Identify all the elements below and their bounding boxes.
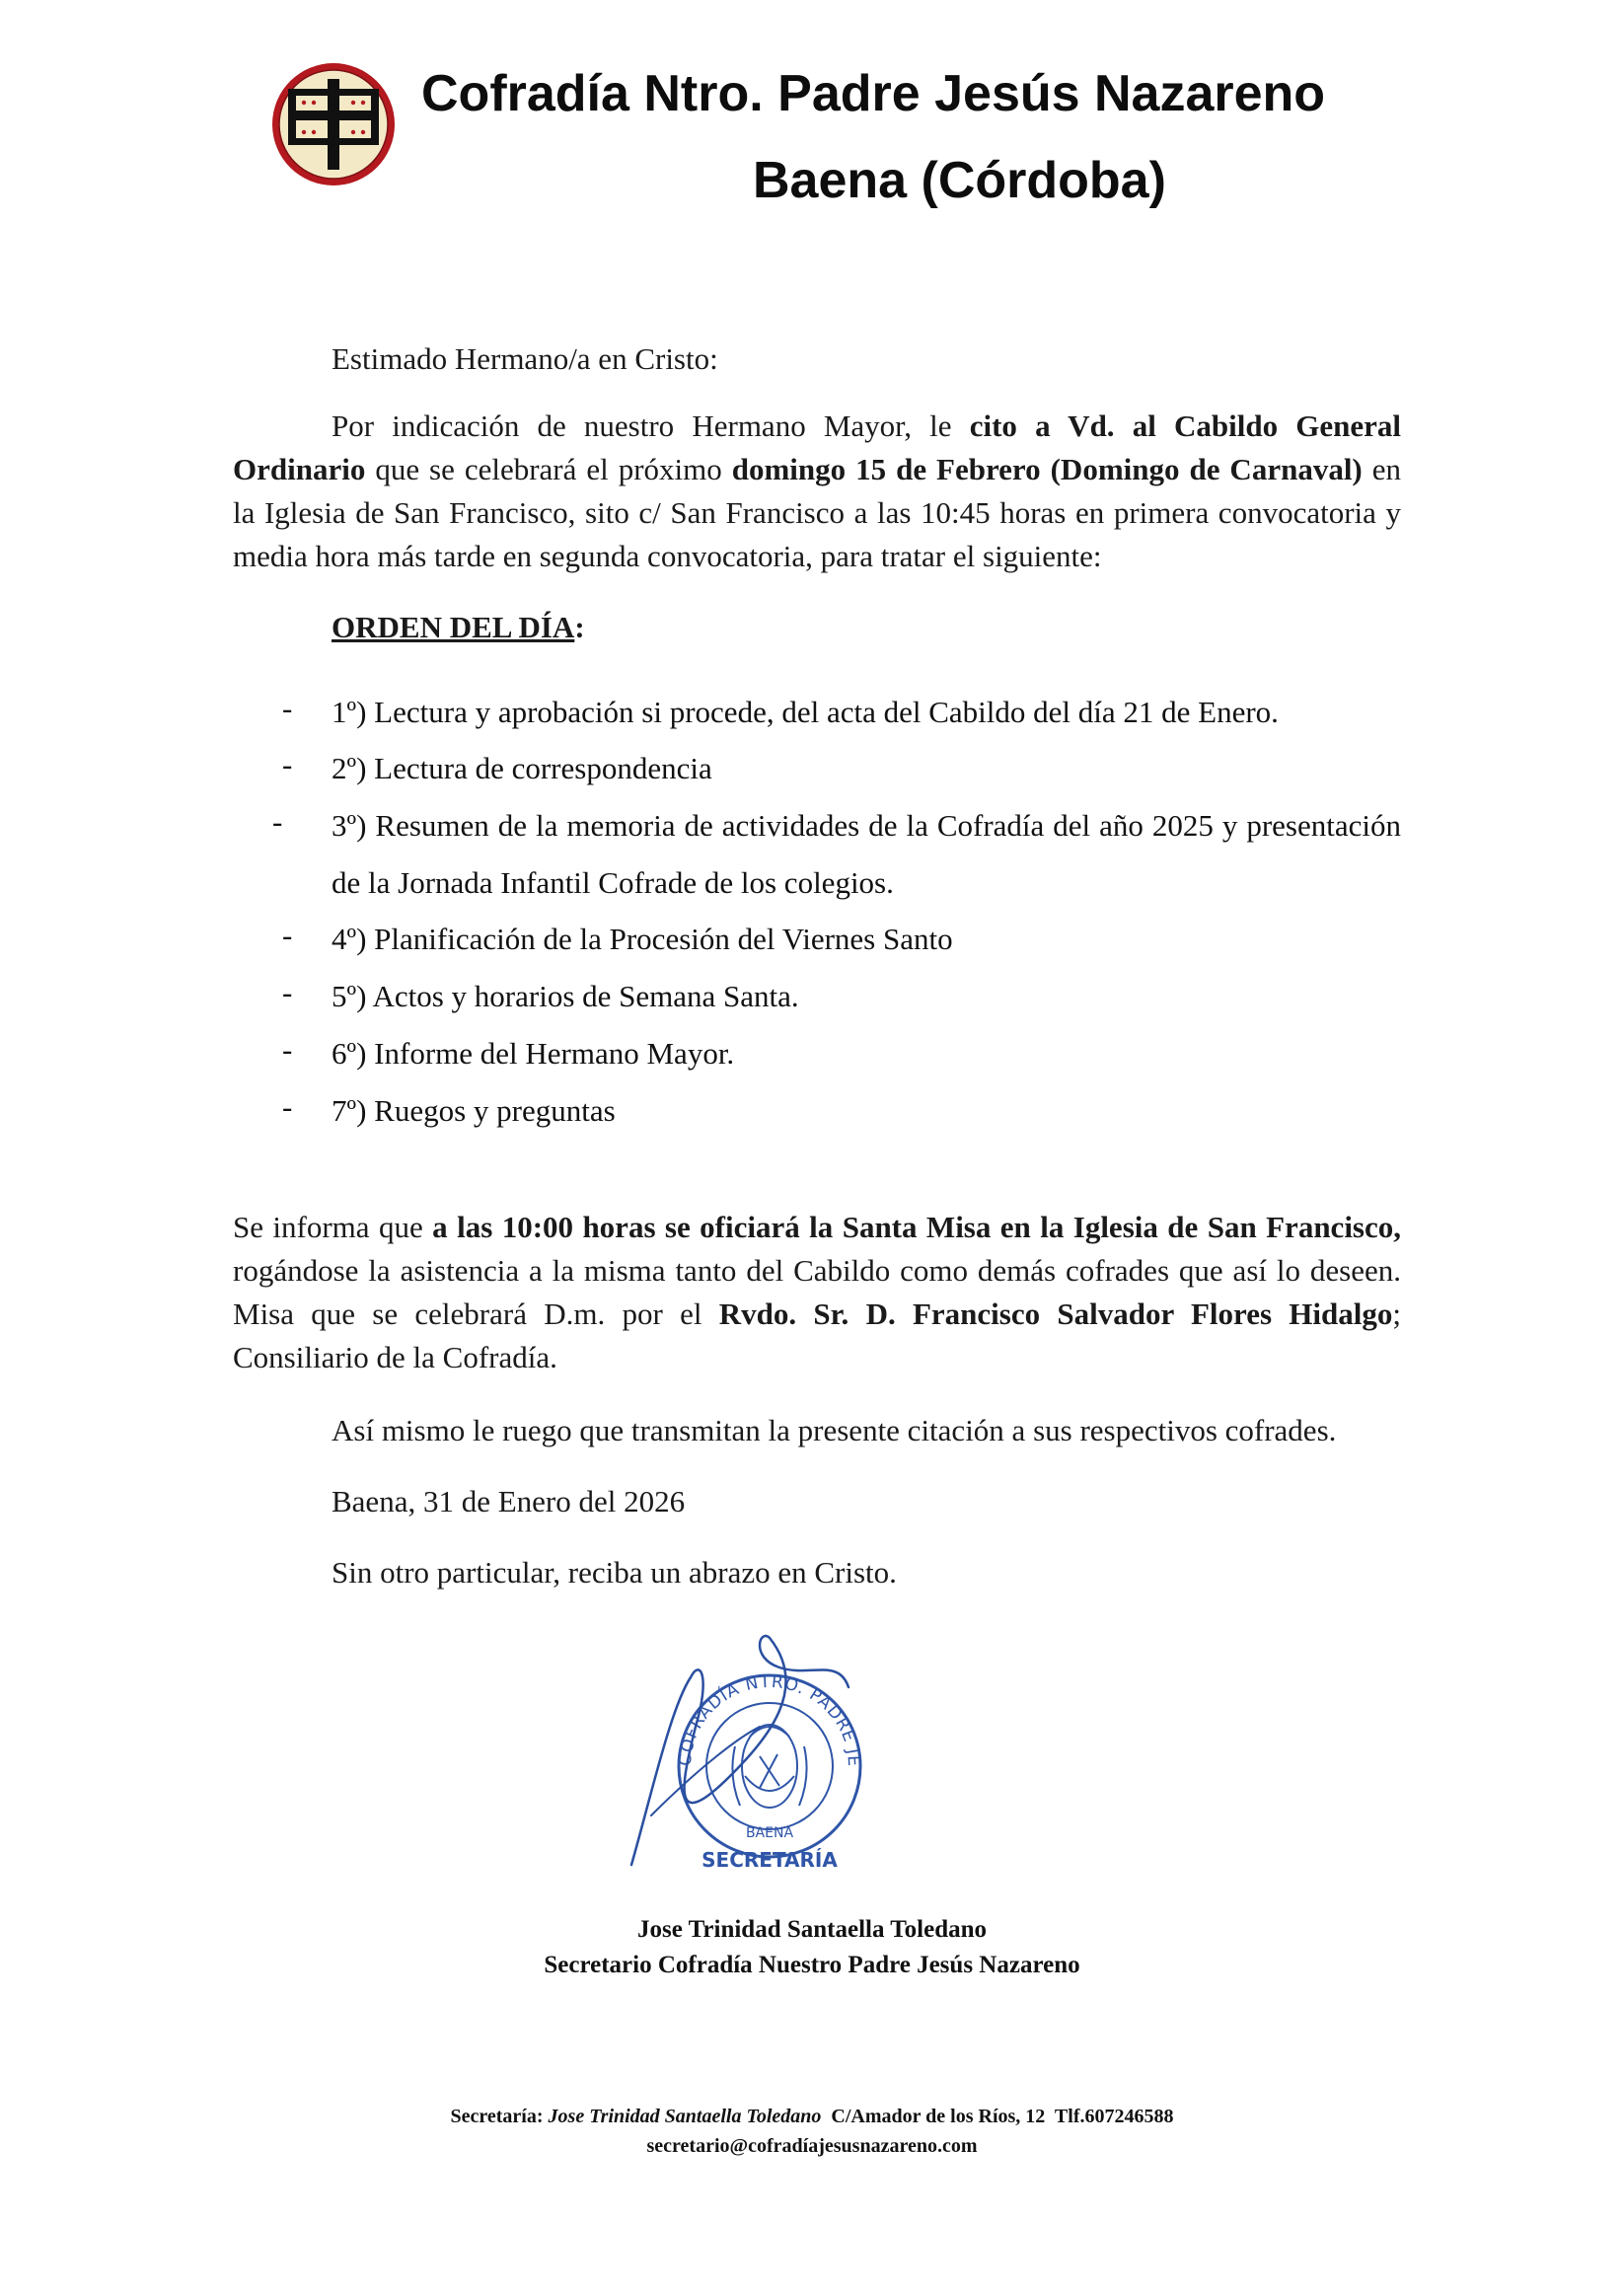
greeting: Estimado Hermano/a en Cristo: <box>332 341 718 376</box>
svg-text:BAENA: BAENA <box>745 1825 794 1841</box>
svg-text:COFRADÍA NTRO. PADRE JESÚS NAZ: COFRADÍA NTRO. PADRE JE <box>675 1671 864 1768</box>
paragraph-mass: Se informa que a las 10:00 horas se oficiará la Santa Misa en la Iglesia de San Francisco, rogándose la asistencia a la misma tanto del Cabildo como demás cofrades que así lo deseen. Misa que se celebrará D.m. por el Rvdo. Sr. D. Francisco Salvador Flores Hidalgo; Consiliario de la Cofradía. <box>233 1210 1402 1374</box>
list-dash: - <box>282 747 293 781</box>
secretaria-stamp <box>612 1618 908 1875</box>
footer-email: secretario@cofradíajesusnazareno.com <box>646 2135 978 2157</box>
list-dash: - <box>282 1089 293 1124</box>
agenda-item: 4º) Planificación de la Procesión del Viernes Santo <box>332 922 953 956</box>
agenda-item: 1º) Lectura y aprobación si procede, del acta del Cabildo del día 21 de Enero. <box>332 695 1279 729</box>
list-dash: - <box>272 804 283 839</box>
svg-text:SECRETARÍA: SECRETARÍA <box>701 1848 838 1872</box>
cofradia-logo <box>268 59 399 189</box>
list-dash: - <box>282 975 293 1009</box>
signature-name: Jose Trinidad Santaella Toledano <box>636 1916 988 1943</box>
agenda-item: 6º) Informe del Hermano Mayor. <box>332 1036 735 1071</box>
paragraph-convocation: Por indicación de nuestro Hermano Mayor, le cito a Vd. al Cabildo General Ordinario que se celebrará el próximo domingo 15 de Febrero (Domingo de Carnaval) en la Iglesia de San Francisco, sito c/ San Francisco a las 10:45 horas en primera convocatoria y media hora más tarde en segunda convocatoria, para tratar el siguiente: <box>233 408 1401 573</box>
agenda-item: 7º) Ruegos y preguntas <box>332 1093 616 1128</box>
agenda-item: 2º) Lectura de correspondencia <box>332 751 712 785</box>
header-title-line1: Cofradía Ntro. Padre Jesús Nazareno <box>421 65 1326 122</box>
paragraph-transmit: Así mismo le ruego que transmitan la presente citación a sus respectivos cofrades. <box>332 1413 1337 1447</box>
agenda-item: 3º) Resumen de la memoria de actividades de la Cofradía del año 2025 y presentación de la Jornada Infantil Cofrade de los colegios. <box>332 808 1401 900</box>
footer-contact: Secretaría: Jose Trinidad Santaella Toledano C/Amador de los Ríos, 12 Tlf.607246588 <box>450 2106 1174 2127</box>
list-dash: - <box>282 1032 293 1067</box>
header-title-line2: Baena (Córdoba) <box>753 152 1166 209</box>
list-dash: - <box>282 691 293 725</box>
closing-line: Sin otro particular, reciba un abrazo en Cristo. <box>332 1555 897 1590</box>
date-line: Baena, 31 de Enero del 2026 <box>332 1484 686 1518</box>
signature-role: Secretario Cofradía Nuestro Padre Jesús Nazareno <box>544 1952 1080 1978</box>
agenda-item: 5º) Actos y horarios de Semana Santa. <box>332 979 799 1013</box>
list-dash: - <box>282 918 293 952</box>
agenda-title: ORDEN DEL DÍA: <box>332 610 585 644</box>
